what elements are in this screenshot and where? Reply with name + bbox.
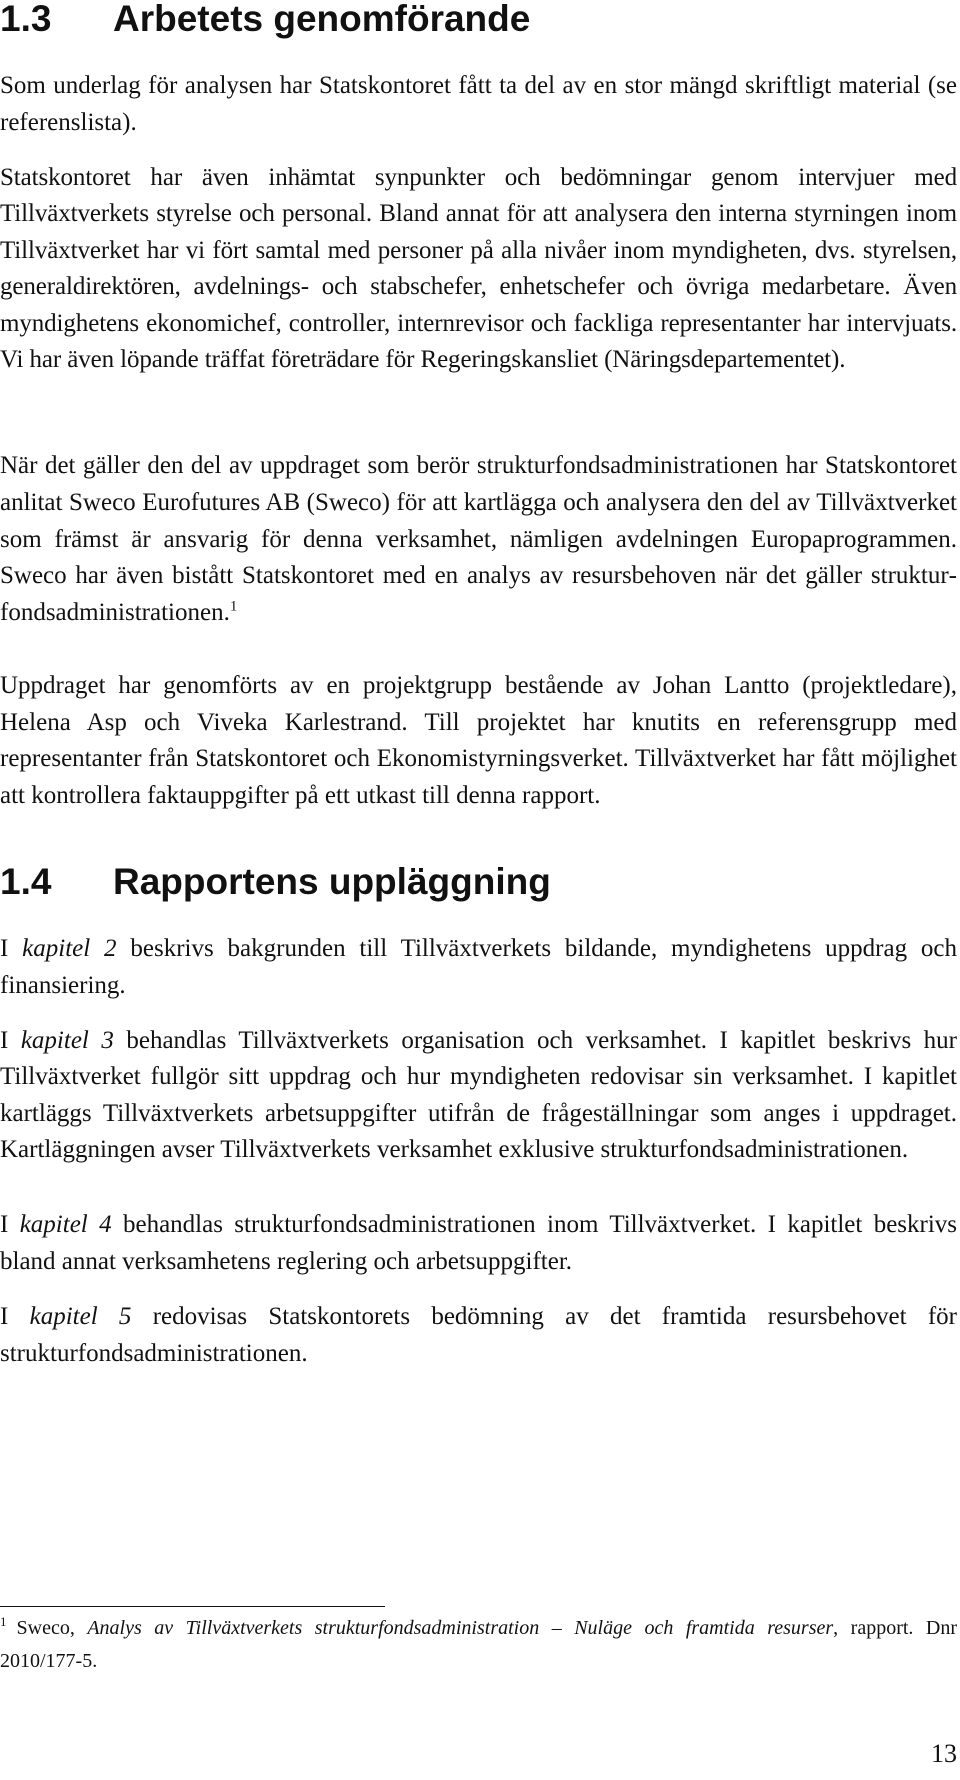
paragraph-material: Som underlag för analysen har Statskontoret fått ta del av en stor mängd skriftligt material (se referenslista). [0,72,957,136]
section-title: Arbetets genomförande [113,0,531,39]
chapter-ref: kapitel 2 [22,935,117,962]
chapter-description: redovisas Statskontorets bedömning av det framtida resursbehovet för strukturfondsadministrationen. [0,1303,958,1367]
chapter-description: behandlas Tillväxtverkets organisation och verksamhet. I kapitlet beskrivs hur Tillväxtverket fullgör sitt uppdrag och hur myndigheten redovisar sin verksamhet. I kapitlet kartläggs Tillväxtverkets arbetsuppgifter utifrån de frågeställningar som anges i uppdraget. Kartläggningen avser Tillväxtverkets verksamhet exklusive strukturfondsadministrationen. [0,1027,957,1164]
chapter-ref: kapitel 5 [29,1303,132,1330]
paragraph-chapter-2 [0,930,957,1004]
chapter-description: beskrivs bakgrunden till Tillväxtverkets bildande, myndighetens uppdrag och finansiering. [0,935,958,999]
footnote-tail: , rapport. Dnr 2010/177-5. [0,1617,958,1672]
paragraph-interviews: Statskontoret har även inhämtat synpunkter och bedömningar genom intervjuer med Tillväxtverkets styrelse och personal. Bland annat för att analysera den interna styrningen inom Tillväxtverket har vi fört samtal med personer på alla nivåer inom myndigheten, dvs. styrelsen, generaldirektören, avdelnings- och stabschefer, enhetschefer och övriga medarbetare. Även myndighetens ekonomichef, controller, internrevisor och fackliga representanter har intervjuats. Vi har även löpande träffat företrädare för Regeringskansliet (Näringsdepartementet). [0,164,957,374]
chapter-ref: kapitel 3 [20,1027,114,1054]
section-title: Rapportens uppläggning [113,861,551,902]
chapter-prefix: I [0,1303,9,1330]
chapter-prefix: I [0,1211,9,1238]
paragraph-chapter-4 [0,1206,957,1280]
chapter-prefix: I [0,935,9,962]
footnote-number: 1 [0,1614,7,1630]
chapter-ref: kapitel 4 [19,1211,112,1238]
footnote-title: Analys av Tillväxtverkets strukturfondsadministration – Nuläge och framtida resurser [87,1617,834,1639]
paragraph-chapter-3 [0,1023,957,1169]
chapter-prefix: I [0,1027,9,1054]
paragraph-sweco-text: När det gäller den del av uppdraget som berör strukturfondsadministrationen har Statskontoret anlitat Sweco Eurofutures AB (Sweco) för att kartlägga och analysera den del av Tillväxtverket som främst är ansvarig för denna verksamhet, nämligen avdelningen Europaprogrammen. Sweco har även bistått Statskontoret med en analys av resursbehoven när det gäller strukturfondsadministrationen. [0,452,957,627]
section-heading-1-4 [0,860,551,904]
footnote [0,1612,957,1678]
paragraph-chapter-5 [0,1298,957,1372]
section-heading-1-3 [0,0,530,41]
section-number: 1.3 [0,0,52,39]
footnote-lead: Sweco, [16,1617,75,1639]
chapter-description: behandlas strukturfondsadministrationen inom Tillväxtverket. I kapitlet beskrivs bland annat verksamhetens reglering och arbetsuppgifter. [0,1211,958,1275]
page-number: 13 [931,1739,957,1768]
paragraph-sweco [0,448,957,632]
footnote-divider [0,1606,385,1607]
footnote-reference: 1 [229,598,238,615]
section-number: 1.4 [0,861,52,902]
paragraph-project-group: Uppdraget har genomförts av en projektgrupp bestående av Johan Lantto (projektledare), Helena Asp och Viveka Karlestrand. Till projektet har knutits en referensgrupp med representanter från Statskontoret och Ekonomistyrningsverket. Tillväxtverket har fått möjlighet att kontrollera faktauppgifter på ett utkast till denna rapport. [0,672,957,809]
